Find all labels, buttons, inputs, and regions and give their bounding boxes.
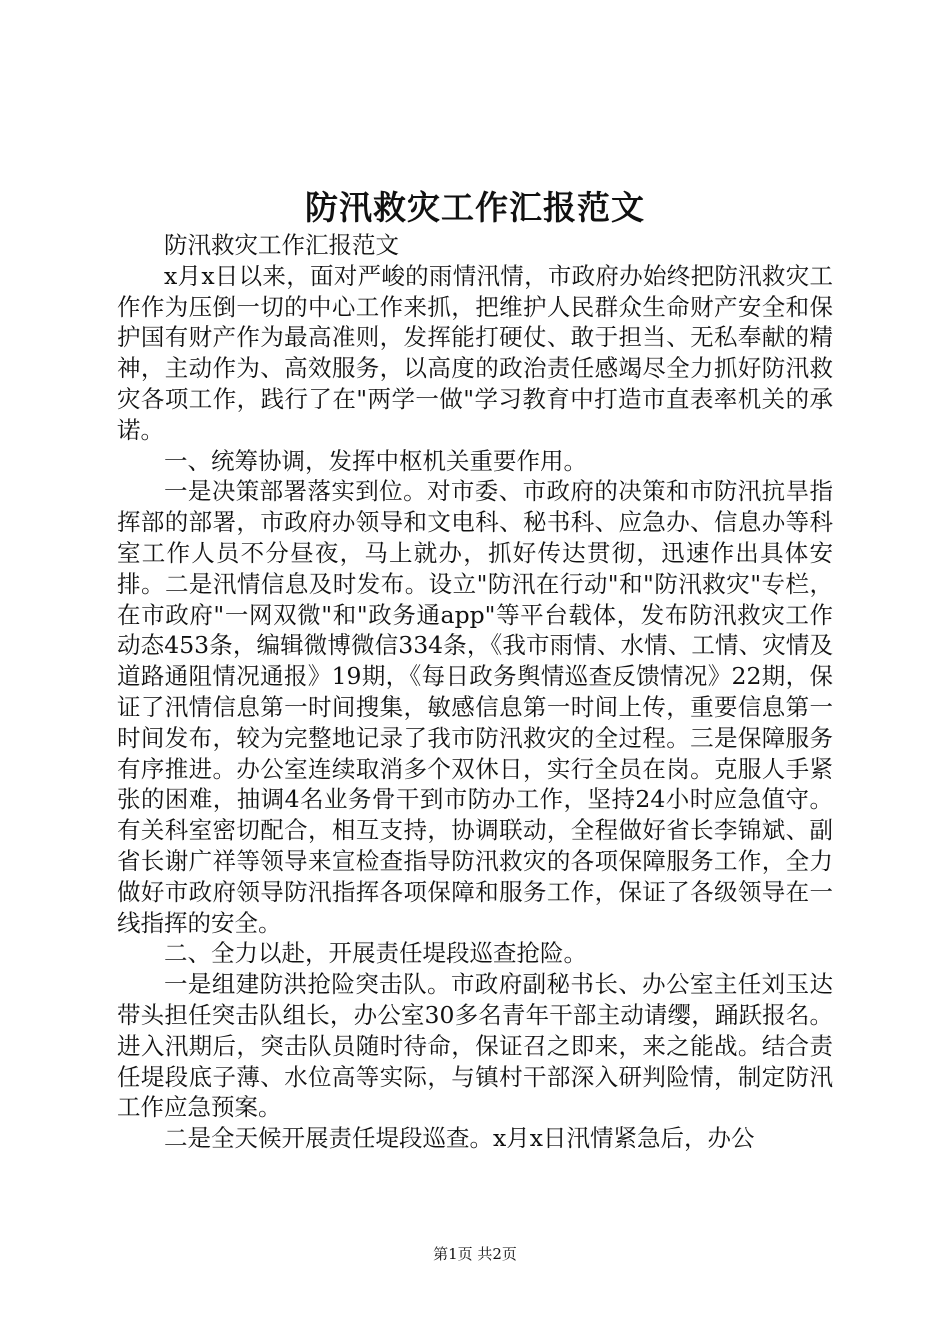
paragraph-section-1: 一是决策部署落实到位。对市委、市政府的决策和市防汛抗旱指挥部的部署，市政府办领导和文电科、秘书科、应急办、信息办等科室工作人员不分昼夜，马上就办，抓好传达贯彻，迅速作出具体安排。二是汛情信息及时发布。设立"防汛在行动"和"防汛救灾"专栏，在市政府"一网双微"和"政务通app"等平台载体，发布防汛救灾工作动态453条，编辑微博微信334条，《我市雨情、水情、工情、灾情及道路通阻情况通报》19期，《每日政务舆情巡查反馈情况》22期，保证了汛情信息第一时间搜集，敏感信息第一时间上传，重要信息第一时间发布，较为完整地记录了我市防汛救灾的全过程。三是保障服务有序推进。办公室连续取消多个双休日，实行全员在岗。克服人手紧张的困难，抽调4名业务骨干到市防办工作，坚持24小时应急值守。有关科室密切配合，相互支持，协调联动，全程做好省长李锦斌、副省长谢广祥等领导来宣检查指导防汛救灾的各项保障服务工作，全力做好市政府领导防汛指挥各项保障和服务工作，保证了各级领导在一线指挥的安全。 [117, 477, 833, 937]
section-heading-2: 二、全力以赴，开展责任堤段巡查抢险。 [164, 939, 587, 968]
page-title: 防汛救灾工作汇报范文 [305, 188, 645, 227]
document-body [117, 230, 833, 1154]
paragraph-section-2b: 二是全天候开展责任堤段巡查。x月x日汛情紧急后，办公 [164, 1124, 755, 1153]
paragraph-subtitle: 防汛救灾工作汇报范文 [164, 231, 399, 259]
page-number-footer: 第1页 共2页 [433, 1245, 517, 1263]
section-heading-1: 一、统筹协调，发挥中枢机关重要作用。 [164, 446, 587, 475]
paragraph-section-2a: 一是组建防洪抢险突击队。市政府副秘书长、办公室主任刘玉达带头担任突击队组长，办公室30多名青年干部主动请缨，踊跃报名。进入汛期后，突击队员随时待命，保证召之即来，来之能战。结合责任堤段底子薄、水位高等实际，与镇村干部深入研判险情，制定防汛工作应急预案。 [117, 970, 833, 1122]
paragraph-intro: x月x日以来，面对严峻的雨情汛情，市政府办始终把防汛救灾工作作为压倒一切的中心工作来抓，把维护人民群众生命财产安全和保护国有财产作为最高准则，发挥能打硬仗、敢于担当、无私奉献的精神，主动作为、高效服务，以高度的政治责任感竭尽全力抓好防汛救灾各项工作，践行了在"两学一做"学习教育中打造市直表率机关的承诺。 [117, 261, 833, 444]
